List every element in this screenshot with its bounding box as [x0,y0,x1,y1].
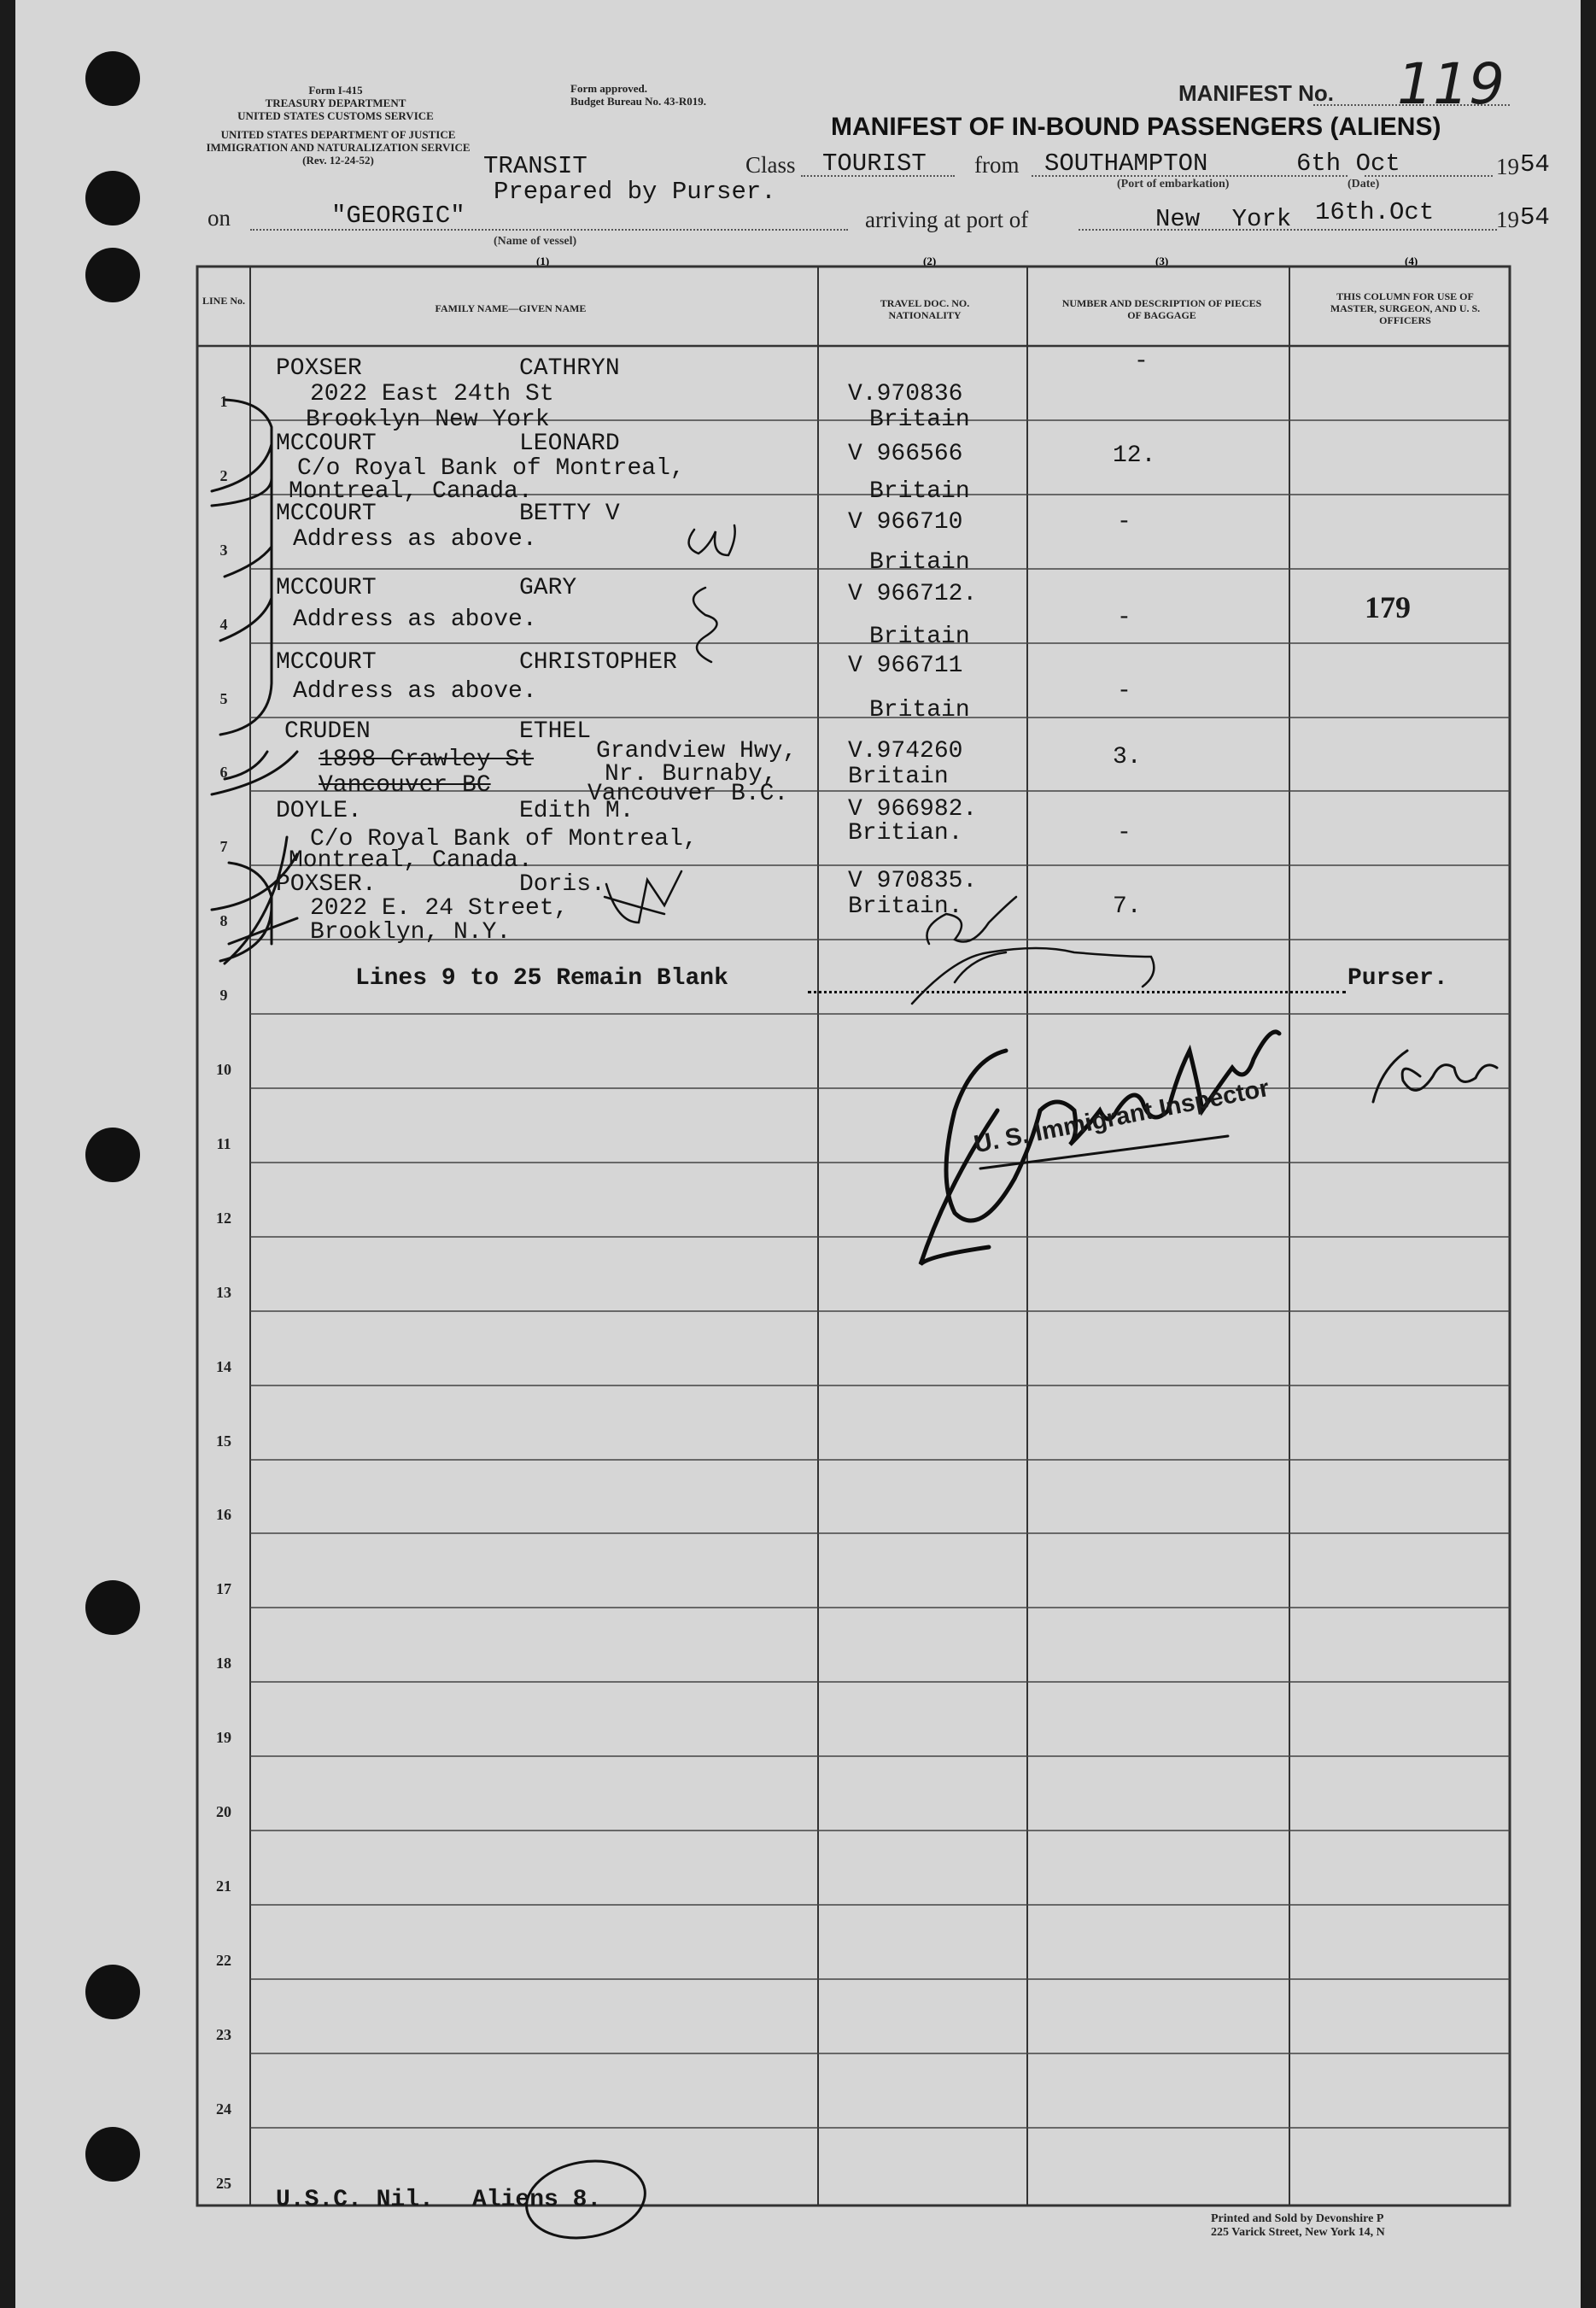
vessel-caption: (Name of vessel) [494,235,577,248]
travel-doc: V 966710 [848,509,963,536]
address-line: Montreal, Canada. [289,847,533,874]
nationality: Britain [869,407,970,433]
nationality: Britain [869,697,970,723]
given-name: BETTY V [519,501,620,527]
blank-lines-note: Lines 9 to 25 Remain Blank [355,965,728,992]
given-name: Doris. [519,871,605,898]
arrival-date: 16th.Oct [1315,198,1435,226]
baggage: - [1117,605,1131,631]
travel-doc: V 966982. [848,796,978,823]
given-name: Edith M. [519,798,634,824]
line-number: 25 [216,2175,231,2192]
on-label: on [208,205,231,231]
family-name: DOYLE. [276,798,362,824]
customs-service: UNITED STATES CUSTOMS SERVICE [237,109,434,122]
nationality: Britain. [848,893,963,920]
address-line: Address as above. [293,678,537,705]
line-number: 22 [216,1952,231,1969]
family-name: POXSER [276,355,362,382]
line-number: 18 [216,1655,231,1672]
officer-note: 179 [1365,590,1411,624]
port-value: SOUTHAMPTON [1044,149,1208,178]
form-number: Form I-415 [308,84,363,97]
manifest-title: MANIFEST OF IN-BOUND PASSENGERS (ALIENS) [831,113,1441,141]
line-number: 15 [216,1432,231,1450]
treasury-dept: TREASURY DEPARTMENT [265,97,406,109]
transit-label: TRANSIT [483,152,588,180]
line-number: 24 [216,2100,231,2118]
family-name: MCCOURT [276,501,377,527]
date-value: 6th Oct [1296,149,1400,178]
struck-address: 1898 Crawley St [319,747,535,773]
justice-dept: UNITED STATES DEPARTMENT OF JUSTICE [220,128,456,141]
line-number: 9 [219,987,228,1004]
address-line: Brooklyn, N.Y. [310,919,512,946]
line-number: 6 [219,764,228,781]
date-caption: (Date) [1348,178,1380,190]
baggage: 7. [1113,893,1142,920]
line-number: 10 [216,1061,231,1078]
form-rev: (Rev. 12-24-52) [302,154,374,167]
printer-address: 225 Varick Street, New York 14, N [1211,2226,1385,2239]
class-label: Class [745,152,796,178]
given-name: LEONARD [519,431,620,457]
col-header-baggage: NUMBER AND DESCRIPTION OF PIECES OF BAGGAGE [1061,297,1262,321]
form-approved: Form approved. [570,82,648,95]
address-line: Montreal, Canada. [289,478,533,505]
travel-doc: V 966712. [848,581,978,607]
given-name: ETHEL [519,718,592,745]
line-number: 17 [216,1580,231,1597]
nationality: Britain [869,624,970,650]
line-number: 4 [219,616,228,633]
address-line: Brooklyn New York [306,407,550,433]
arrival-year-suffix: 54 [1520,203,1550,231]
baggage: - [1134,349,1149,375]
family-name: MCCOURT [276,575,377,601]
given-name: GARY [519,575,577,601]
address-line: Grandview Hwy, [596,738,798,764]
arrival-port: New York [1155,205,1292,233]
manifest-no-label: MANIFEST No. [1178,80,1334,106]
arriving-label: arriving at port of [865,207,1029,232]
baggage: - [1117,509,1131,536]
line-number: 3 [219,542,228,559]
year-prefix: 19 [1496,154,1519,179]
col-num-2: (2) [923,255,937,267]
line-number: 14 [216,1358,231,1375]
line-number: 11 [216,1135,231,1152]
family-name: POXSER. [276,871,377,898]
line-number: 7 [219,838,228,855]
col-num-1: (1) [536,255,550,267]
travel-doc: V 970835. [848,868,978,894]
usc-note: U.S.C. Nil. [276,2187,434,2213]
aliens-count: Aliens 8. [472,2187,602,2213]
travel-doc: V.970836 [848,381,963,407]
given-name: CATHRYN [519,355,620,382]
line-number: 20 [216,1803,231,1820]
line-number: 16 [216,1506,231,1523]
arrival-year-prefix: 19 [1496,207,1519,232]
manifest-page [15,0,1581,2308]
prepared-by: Prepared by Purser. [494,178,776,206]
baggage: - [1117,678,1131,705]
line-number: 5 [219,690,228,707]
col-header-line: LINE No. [202,295,245,307]
printer-line: Printed and Sold by Devonshire P [1211,2212,1384,2225]
line-number: 2 [219,467,228,484]
address-line: Vancouver B.C. [588,781,789,807]
address-line: C/o Royal Bank of Montreal, [297,455,685,482]
class-value: TOURIST [822,149,927,178]
nationality: Britian. [848,820,963,846]
line-number: 8 [219,912,228,929]
baggage: 12. [1113,442,1156,469]
travel-doc: V 966566 [848,441,963,467]
port-caption: (Port of embarkation) [1117,178,1230,190]
travel-doc: V.974260 [848,738,963,764]
col-header-officers: THIS COLUMN FOR USE OF MASTER, SURGEON, AND U. S. OFFICERS [1330,290,1481,326]
family-name: CRUDEN [284,718,371,745]
given-name: CHRISTOPHER [519,649,677,676]
vessel-value: "GEORGIC" [331,202,465,230]
col-num-4: (4) [1405,255,1418,267]
address-line: C/o Royal Bank of Montreal, [310,826,698,852]
purser-sign-line [808,991,1346,993]
nationality: Britain [869,478,970,505]
line-number: 21 [216,1877,231,1895]
ins-service: IMMIGRATION AND NATURALIZATION SERVICE [206,141,471,154]
budget-bureau: Budget Bureau No. 43-R019. [570,95,707,108]
nationality: Britain [848,764,949,790]
address-line: 2022 East 24th St [310,381,554,407]
address-line: Nr. Burnaby, [605,761,777,788]
manifest-number: 119 [1397,51,1505,117]
address-line: Address as above. [293,526,537,553]
family-name: MCCOURT [276,649,377,676]
col-num-3: (3) [1155,255,1169,267]
line-number: 1 [219,393,228,410]
struck-address: Vancouver BC [319,772,491,799]
travel-doc: V 966711 [848,653,963,679]
manifest-table-grid [15,0,1581,2308]
purser-label: Purser. [1348,965,1448,992]
nationality: Britain [869,549,970,576]
family-name: MCCOURT [276,431,377,457]
baggage: - [1117,820,1131,846]
line-number: 23 [216,2026,231,2043]
line-number: 12 [216,1210,231,1227]
col-header-name: FAMILY NAME—GIVEN NAME [435,302,587,314]
line-number: 19 [216,1729,231,1746]
address-line: Address as above. [293,606,537,633]
line-number: 13 [216,1284,231,1301]
year-suffix: 54 [1520,150,1550,179]
baggage: 3. [1113,744,1142,770]
inspector-stamp: U. S. Immigrant Inspector [972,1074,1272,1159]
from-label: from [974,152,1020,178]
address-line: 2022 E. 24 Street, [310,895,569,922]
col-header-travel: TRAVEL DOC. NO. NATIONALITY [880,297,970,321]
printer-imprint [1211,2212,1385,2240]
